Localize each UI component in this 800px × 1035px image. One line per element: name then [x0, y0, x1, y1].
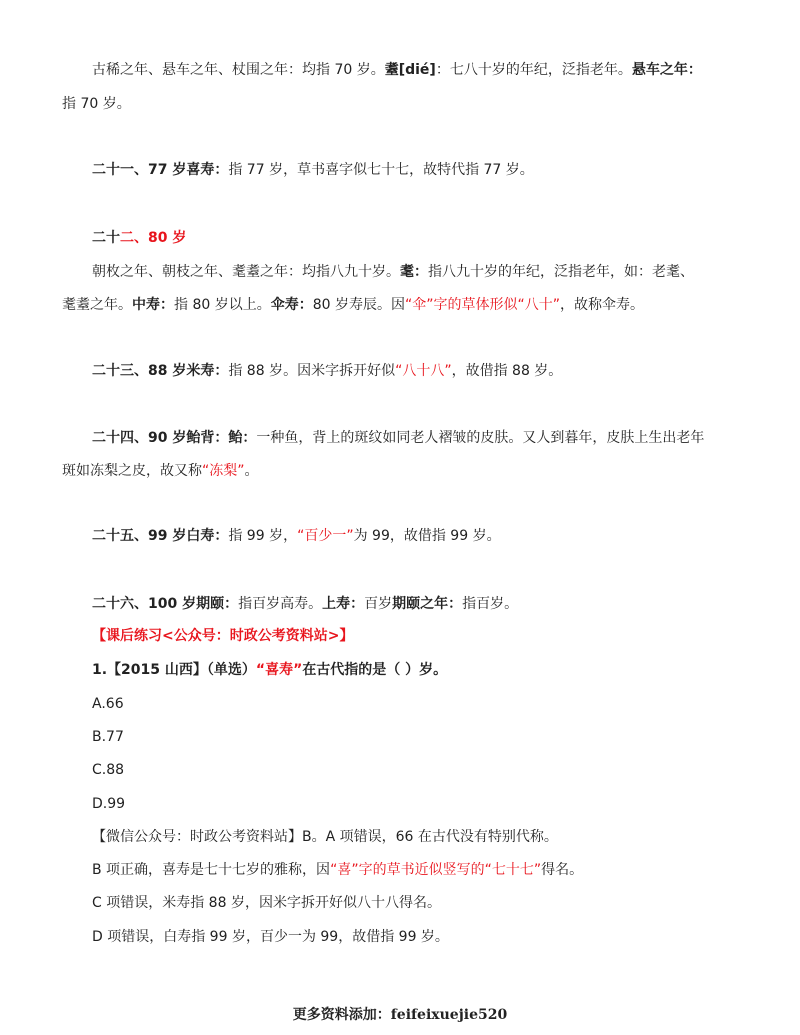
paragraph-line: 耄耋之年。中寿：指 80 岁以上。伞寿：80 岁寿辰。因“伞”字的草体形似“八十”，故称伞寿。	[62, 297, 644, 313]
section-heading: 二十三、88 岁米寿：	[92, 363, 229, 379]
exercise-title: 【课后练习<公众号：时政公考资料站>】	[92, 628, 354, 644]
section-22-heading: 二十二、80 岁	[92, 230, 187, 246]
section-heading: 二十一、77 岁喜寿：	[92, 162, 229, 178]
section-26: 二十六、100 岁期颐：指百岁高寿。上寿：百岁期颐之年：指百岁。	[92, 596, 519, 612]
option-b: B.77	[92, 729, 124, 745]
section-heading: 二十五、99 岁白寿：	[92, 528, 229, 544]
option-a: A.66	[92, 696, 124, 712]
answer-line: D 项错误，白寿指 99 岁，百少一为 99，故借指 99 岁。	[92, 929, 449, 945]
answer-line: B 项正确，喜寿是七十七岁的雅称，因“喜”字的草书近似竖写的“七十七”得名。	[92, 862, 584, 878]
section-23: 二十三、88 岁米寿：指 88 岁。因米字拆开好似“八十八”，故借指 88 岁。	[92, 363, 563, 379]
paragraph-line: 斑如冻梨之皮，故又称“冻梨”。	[62, 463, 259, 479]
paragraph-line: 朝枚之年、朝枝之年、耄耋之年：均指八九十岁。耄：指八九十岁的年纪，泛指老年，如：老耄、	[92, 264, 694, 280]
question: 1.【2015 山西】（单选）“喜寿”在古代指的是（ ）岁。	[92, 662, 448, 678]
section-heading: 二十六、100 岁期颐：	[92, 596, 239, 612]
answer-line: C 项错误，米寿指 88 岁，因米字拆开好似八十八得名。	[92, 895, 441, 911]
footer-note: 更多资料添加：feifeixuejie520	[292, 1007, 508, 1023]
option-c: C.88	[92, 762, 125, 778]
section-25: 二十五、99 岁白寿：指 99 岁，“百少一”为 99，故借指 99 岁。	[92, 528, 501, 544]
answer-line: 【微信公众号：时政公考资料站】B。A 项错误，66 在古代没有特别代称。	[92, 829, 558, 845]
section-24: 二十四、90 岁鲐背：鲐：一种鱼，背上的斑纹如同老人褶皱的皮肤。又人到暮年，皮肤上生出老年	[92, 430, 705, 446]
section-heading: 二十四、90 岁鲐背：	[92, 430, 229, 446]
paragraph-line: 古稀之年、悬车之年、杖围之年：均指 70 岁。耋[dié]：七八十岁的年纪，泛指老年。悬车之年：	[92, 62, 702, 78]
section-21: 二十一、77 岁喜寿：指 77 岁，草书喜字似七十七，故特代指 77 岁。	[92, 162, 534, 178]
option-d: D.99	[92, 796, 126, 812]
paragraph-line: 指 70 岁。	[62, 96, 131, 112]
